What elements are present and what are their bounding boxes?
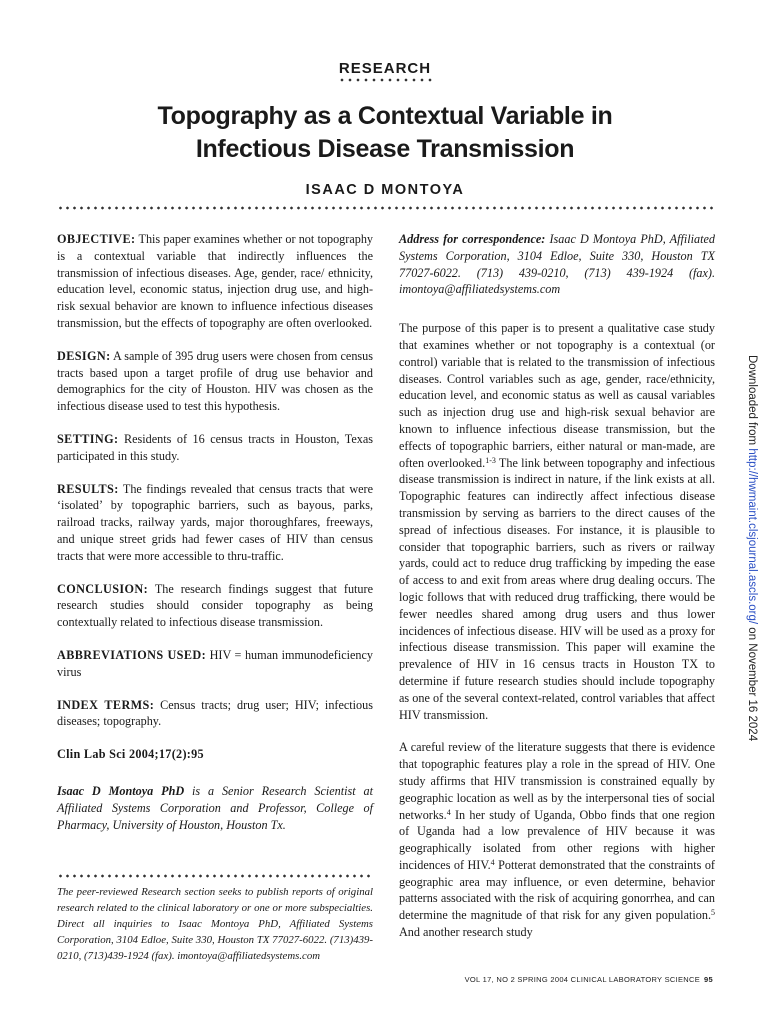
body-p2-ref-1: 4 <box>446 807 451 817</box>
right-column <box>399 231 715 957</box>
index-terms-paragraph <box>57 697 373 731</box>
body-p2-part1: A careful review of the literature suggests that there is evidence that topographic features play a role in the spread of HIV. One study affirms that HIV transmission is constrained equally by geographic location as well as by the interpersonal ties of social networks. <box>399 740 715 822</box>
correspondence-text: Isaac D Montoya PhD, Affiliated Systems Corporation, 3104 Edloe, Suite 330, Houston TX 77027-6022. (713) 439-0210, (713) 439-1924 (fax). imontoya@affiliatedsystems.com <box>399 232 715 297</box>
index-terms-label: INDEX TERMS: <box>57 697 155 712</box>
results-paragraph <box>57 481 373 565</box>
section-dots <box>338 78 432 82</box>
author-name: ISAAC D MONTOYA <box>305 182 465 198</box>
conclusion-label: CONCLUSION: <box>57 581 149 596</box>
body-p2-part3: Potterat demonstrated that the constraints of geographic area may influence, or even determine, behavior patterns associated with the risk of acquiring gonorrhea, and can determine the magnitude of that risk for any given population. <box>399 857 715 923</box>
side-note-text <box>746 355 758 742</box>
correspondence-label: Address for correspondence: <box>399 232 546 246</box>
body-paragraph-2 <box>399 739 715 941</box>
body-p1-part1: The purpose of this paper is to present a qualitative case study that examines whether or not topography is a contextual (or control) variable that is related to the transmission of infectious diseases. Control variables such as age, gender, race/ethnicity, education level, and economic status as well as causal variables such as injection drug use and high-risk sexual behavior are known to influence infectious disease transmission, but the effects of topographic barriers, either natural or man-made, are often overlooked. <box>399 321 715 470</box>
left-column <box>57 231 373 849</box>
editor-note <box>57 884 373 964</box>
correspondence-paragraph <box>399 231 715 298</box>
author-bio-name: Isaac D Montoya PhD <box>57 783 185 798</box>
article-title <box>60 100 710 166</box>
design-text: A sample of 395 drug users were chosen from census tracts based upon a target profile of drug use behavior and demographics for the city of Houston. HIV was chosen as the infectious disease used to test this hypothesis. <box>57 348 373 414</box>
note-rule <box>57 874 373 878</box>
side-note-link[interactable]: http://hwmaint.clsjournal.ascls.org/ <box>746 448 758 625</box>
setting-text: Residents of 16 census tracts in Houston, Texas participated in this study. <box>57 431 374 463</box>
body-p2-ref-3: 5 <box>711 908 715 918</box>
abbreviations-label: ABBREVIATIONS USED: <box>57 647 207 662</box>
footer-volume: VOL 17, NO 2 SPRING 2004 CLINICAL LABORATORY SCIENCE <box>464 975 701 984</box>
page-footer <box>420 975 713 984</box>
results-label: RESULTS: <box>57 481 119 496</box>
body-p1-part2: The link between topography and infectious disease transmission is indirect in nature, if the link exists at all. Topographic features can indirectly affect infectious disease transmission by serving as barriers to the direct causes of the spread of infectious diseases. For instance, it is plausible to consider that topographic barriers, such as rivers or railway yards, could act to reduce drug trafficking by impeding the ease of access to and exit from areas where drug dealing occurs. The logic follows that with reduced drug trafficking, there would be fewer needles shared among drug users and thus lower incidences of infectious disease. HIV will be used as a proxy for infectious disease transmission. This paper will examine the prevalence of HIV in 16 census tracts in Houston TX to determine if future research studies should include topography as one of the several context-related, control variables that affect HIV transmission. <box>399 455 715 722</box>
results-text: The findings revealed that census tracts that were ‘isolated’ by topographic barriers, such as bayous, parks, railroad tracks, railway yards, major thoroughfares, freeways, and unique street grids had fewer cases of HIV than census tracts that were more accessible to thru-traffic. <box>57 481 373 563</box>
side-note-suffix: on November 16 2024 <box>746 624 758 742</box>
body-p2-ref-2: 4 <box>490 857 495 867</box>
objective-paragraph <box>57 231 373 332</box>
side-note-prefix: Downloaded from <box>746 355 758 449</box>
conclusion-paragraph <box>57 581 373 631</box>
setting-label: SETTING: <box>57 431 119 446</box>
editor-note-text: The peer-reviewed Research section seeks to publish reports of original research related to the clinical laboratory or one or more subspecialties. Direct all inquiries to Isaac Montoya PhD, Affiliated Systems Corporation, 3104 Edloe, Suite 330, Houston TX 77027-6022. (713)439-0210, (713)439-1924 (fax). imontoya@affiliatedsystems.com <box>57 886 373 962</box>
body-p1-ref: 1-3 <box>485 455 496 465</box>
design-label: DESIGN: <box>57 348 111 363</box>
body-p2-part4: And another research study <box>399 925 533 940</box>
setting-paragraph <box>57 431 373 465</box>
index-terms-text: Census tracts; drug user; HIV; infectious diseases; topography. <box>57 697 373 729</box>
title-line-1: Topography as a Contextual Variable in <box>157 102 613 130</box>
footer-page-number: 95 <box>704 975 713 984</box>
journal-citation <box>57 746 373 763</box>
objective-label: OBJECTIVE: <box>57 232 136 246</box>
abbreviations-text: HIV = human immunodeficiency virus <box>57 647 374 679</box>
body-paragraph-1 <box>399 320 715 723</box>
objective-text: This paper examines whether or not topography is a contextual variable that indirectly influences the transmission of infectious diseases. Age, gender, race/ ethnicity, education level, economic status, injection drug use, and high-risk sexual behavior are known to influence infectious diseases transmission, but the effects of topography are often overlooked. <box>57 232 374 330</box>
title-line-2: Infectious Disease Transmission <box>195 135 575 163</box>
conclusion-text: The research findings suggest that future research studies should consider topography as being contextually related to infectious disease transmission. <box>57 581 373 630</box>
section-label: RESEARCH <box>338 60 432 77</box>
citation-text: Clin Lab Sci 2004;17(2):95 <box>57 747 204 762</box>
abbreviations-paragraph <box>57 647 373 681</box>
body-p2-part2: In her study of Uganda, Obbo finds that one region of Uganda had a low prevalence of HIV because it was geographically isolated from other regions with higher incidences of HIV. <box>399 807 715 872</box>
design-paragraph <box>57 348 373 415</box>
author-bio <box>57 783 373 833</box>
author-bio-text: is a Senior Research Scientist at Affiliated Systems Corporation and Professor, College of Pharmacy, University of Houston, Houston Tx. <box>57 783 373 832</box>
author-rule <box>57 206 715 210</box>
